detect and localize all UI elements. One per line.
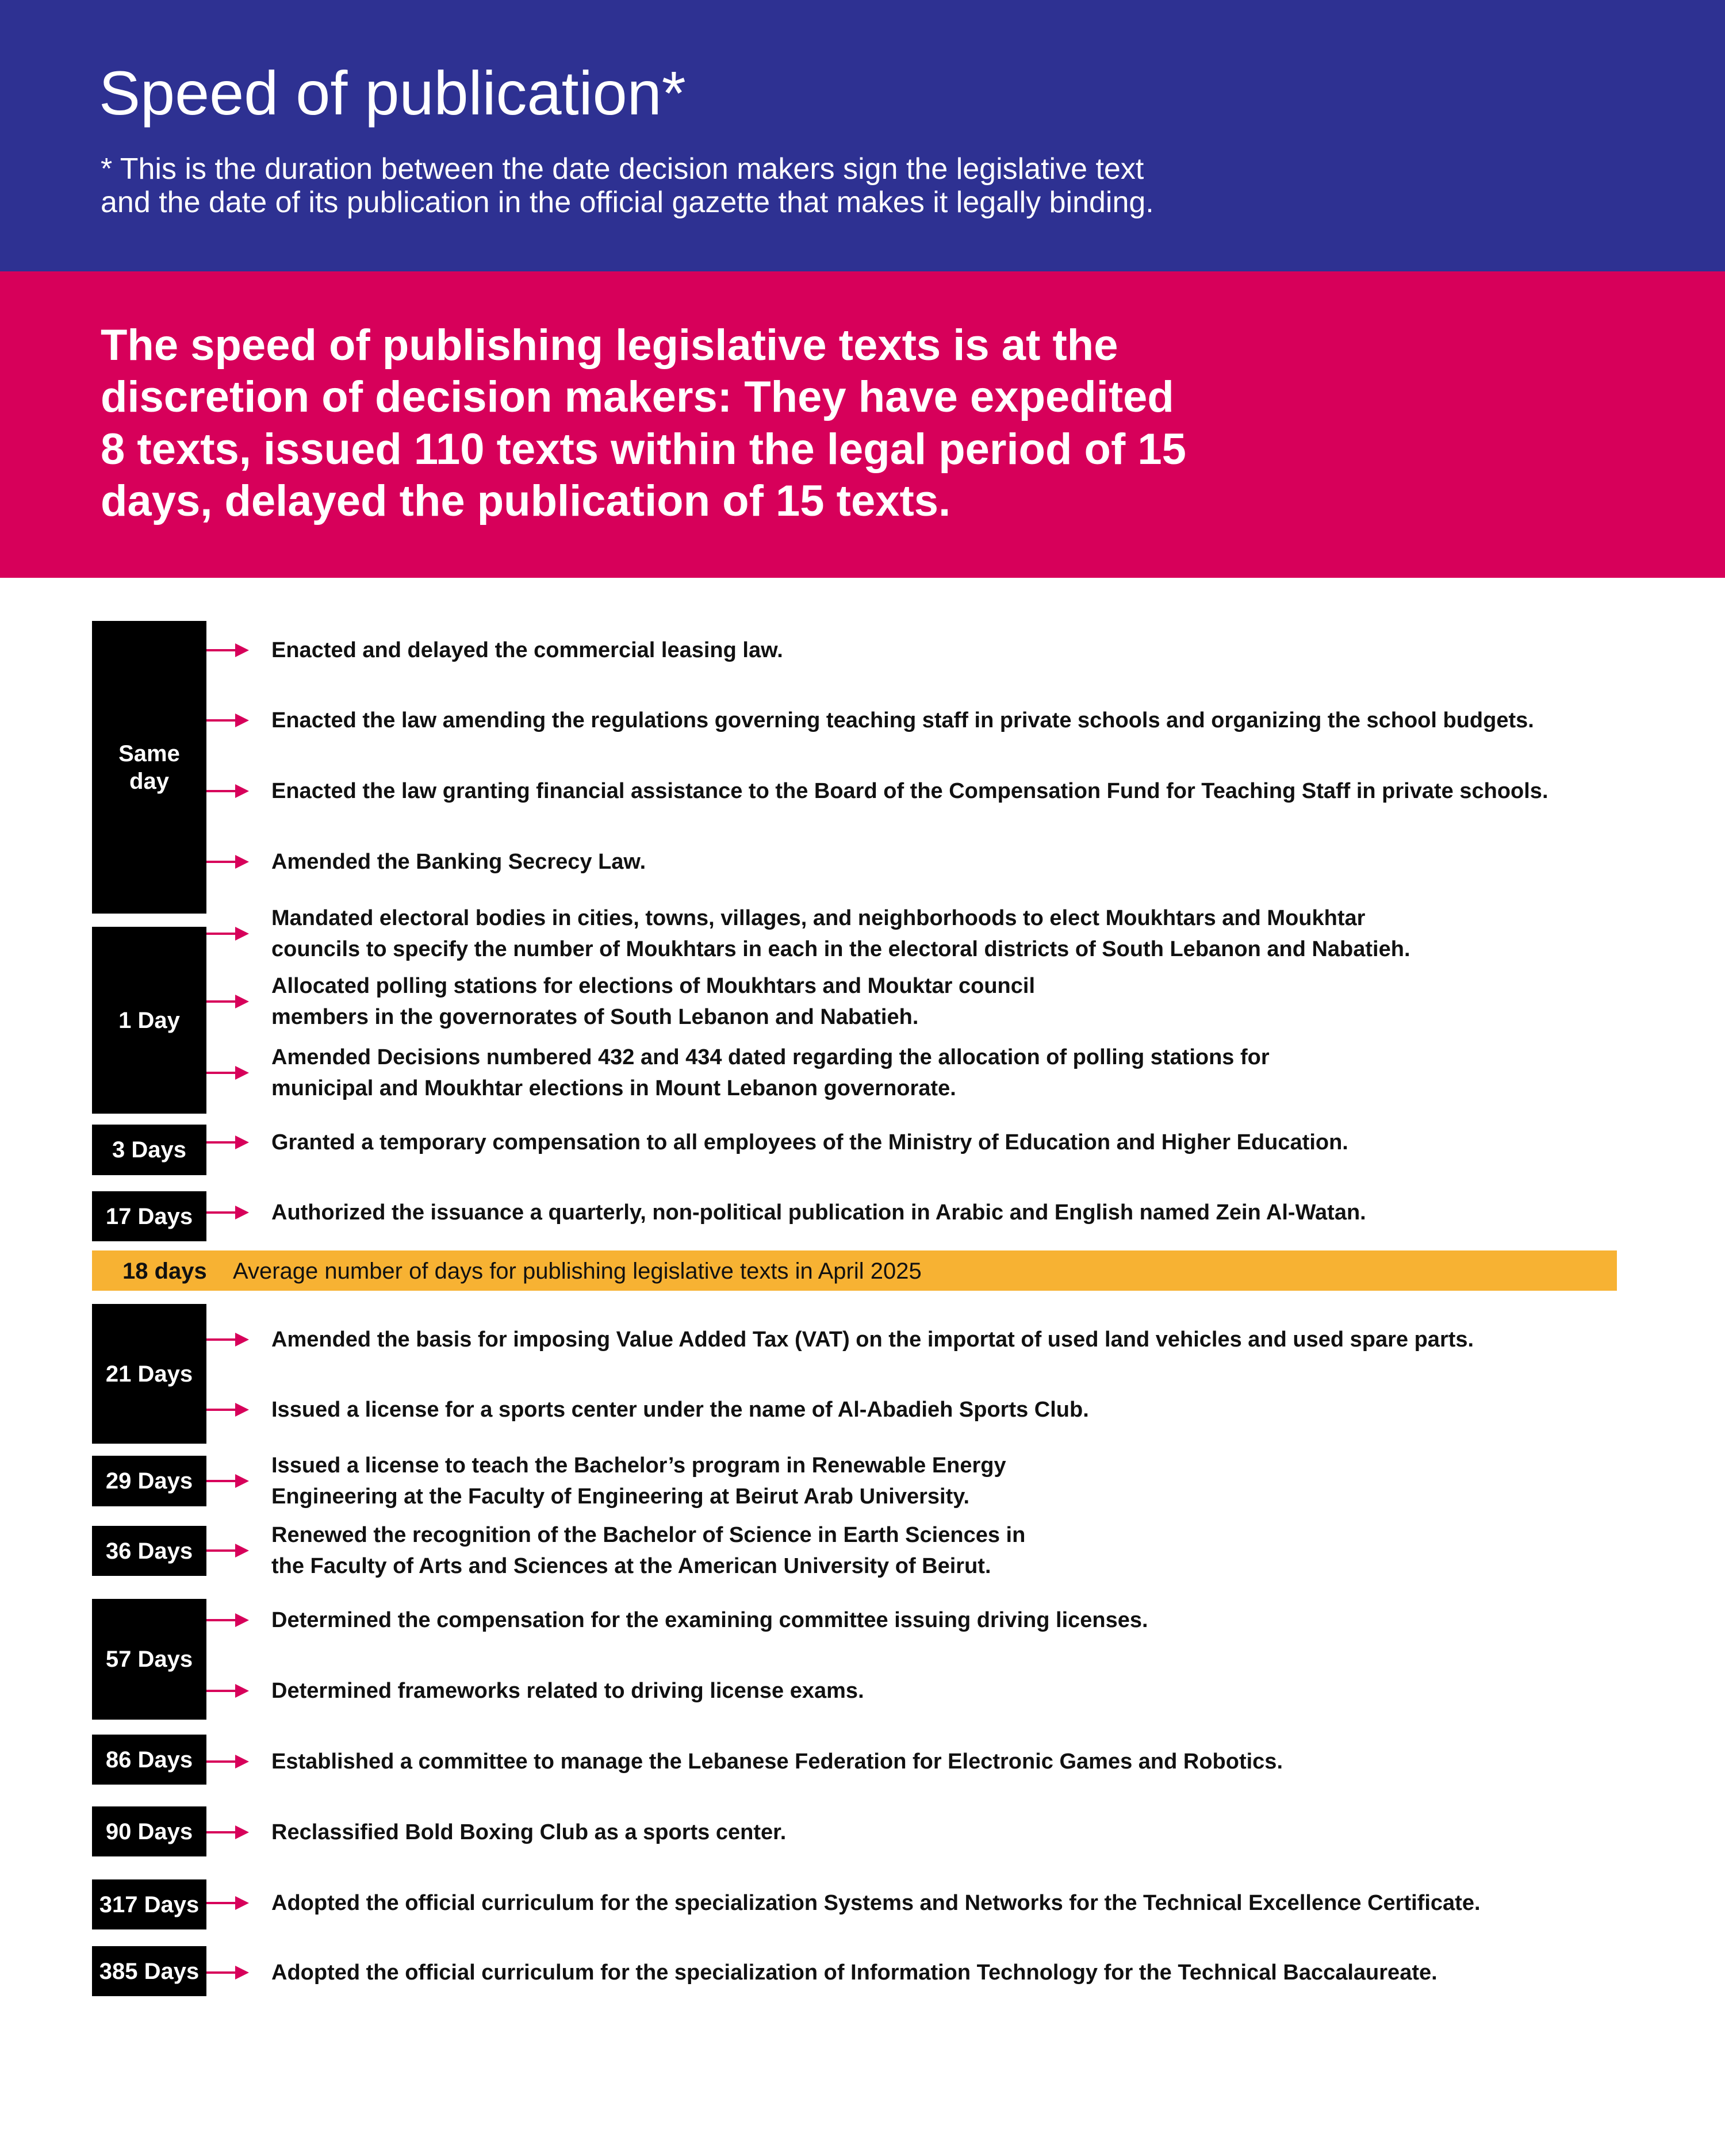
day-box	[92, 1456, 206, 1506]
day-label: 3 Days	[112, 1137, 186, 1163]
item-text: Allocated polling stations for elections of Moukhtars and Mouktar council	[271, 974, 1036, 998]
day-label: 90 Days	[105, 1819, 193, 1844]
page-title: Speed of publication*	[99, 58, 686, 128]
arrow-icon	[206, 927, 250, 941]
item-text: Authorized the issuance a quarterly, non-political publication in Arabic and English named Zein Al-Watan.	[271, 1200, 1366, 1225]
day-label: Same day	[118, 741, 180, 794]
arrow-icon	[206, 1825, 250, 1839]
arrow-icon	[206, 1403, 250, 1417]
item-text: Enacted and delayed the commercial leasing law.	[271, 638, 783, 662]
arrow-icon	[206, 784, 250, 798]
arrow-icon	[206, 1966, 250, 1979]
headline-line: days, delayed the publication of 15 texts.	[101, 477, 951, 525]
day-label: 385 Days	[99, 1958, 200, 1984]
arrow-icon	[206, 643, 250, 657]
item-text: Issued a license to teach the Bachelor’s program in Renewable Energy	[271, 1453, 1006, 1478]
item-text: Renewed the recognition of the Bachelor of Science in Earth Sciences in	[271, 1523, 1026, 1547]
arrow-icon	[206, 1613, 250, 1627]
item-text: members in the governorates of South Lebanon and Nabatieh.	[271, 1005, 919, 1029]
footnote-line: and the date of its publication in the official gazette that makes it legally binding.	[101, 186, 1154, 219]
day-box	[92, 1191, 206, 1241]
day-label: 36 Days	[105, 1538, 193, 1564]
item-text: Adopted the official curriculum for the specialization of Information Technology for the Technical Baccalaureate.	[271, 1961, 1438, 1985]
average-days: 18 days	[122, 1259, 207, 1284]
headline-banner	[0, 271, 1725, 578]
day-box	[92, 1125, 206, 1175]
day-box	[92, 1946, 206, 1996]
item-text: Mandated electoral bodies in cities, towns, villages, and neighborhoods to elect Moukhtars and Moukhtar	[271, 906, 1366, 930]
header	[0, 0, 1725, 271]
headline-line: discretion of decision makers: They have expedited	[101, 373, 1174, 421]
day-box	[92, 927, 206, 1114]
arrow-icon	[206, 1333, 250, 1346]
headline-line: 8 texts, issued 110 texts within the legal period of 15	[101, 425, 1186, 474]
arrow-icon	[206, 1066, 250, 1080]
arrow-icon	[206, 1474, 250, 1488]
day-box	[92, 1735, 206, 1785]
arrow-icon	[206, 1135, 250, 1149]
arrow-icon	[206, 1896, 250, 1910]
item-text: Amended the basis for imposing Value Added Tax (VAT) on the importat of used land vehicles and used spare parts.	[271, 1328, 1474, 1352]
arrow-icon	[206, 995, 250, 1008]
day-box	[92, 1599, 206, 1720]
day-label: 57 Days	[105, 1647, 193, 1672]
arrow-icon	[206, 1684, 250, 1698]
headline-line: The speed of publishing legislative texts is at the	[101, 321, 1118, 370]
item-text: Reclassified Bold Boxing Club as a sports center.	[271, 1820, 787, 1844]
item-text: Amended the Banking Secrecy Law.	[271, 850, 646, 874]
item-text: the Faculty of Arts and Sciences at the American University of Beirut.	[271, 1554, 991, 1578]
day-label: 1 Day	[118, 1007, 180, 1033]
day-label: 21 Days	[105, 1361, 193, 1387]
day-box	[92, 1806, 206, 1856]
arrow-icon	[206, 855, 250, 869]
item-text: municipal and Moukhtar elections in Mount Lebanon governorate.	[271, 1076, 956, 1100]
item-text: Adopted the official curriculum for the specialization Systems and Networks for the Technical Excellence Certificate.	[271, 1891, 1481, 1915]
arrow-icon	[206, 713, 250, 727]
average-bar	[92, 1250, 1617, 1291]
footnote-line: * This is the duration between the date decision makers sign the legislative text	[101, 152, 1144, 186]
day-label: 29 Days	[105, 1468, 193, 1494]
day-box	[92, 1879, 206, 1929]
day-box	[92, 1526, 206, 1576]
item-text: Engineering at the Faculty of Engineering at Beirut Arab University.	[271, 1484, 970, 1509]
item-text: Enacted the law granting financial assistance to the Board of the Compensation Fund for Teaching Staff in private schools.	[271, 779, 1548, 803]
arrow-icon	[206, 1544, 250, 1557]
item-text: Granted a temporary compensation to all employees of the Ministry of Education and Higher Education.	[271, 1130, 1348, 1154]
arrow-icon	[206, 1206, 250, 1219]
item-text: Established a committee to manage the Lebanese Federation for Electronic Games and Robotics.	[271, 1750, 1283, 1774]
arrow-icon	[206, 1755, 250, 1768]
item-text: Enacted the law amending the regulations governing teaching staff in private schools and organizing the school budgets.	[271, 708, 1534, 732]
item-text: councils to specify the number of Moukhtars in each in the electoral districts of South Lebanon and Nabatieh.	[271, 937, 1410, 961]
day-box	[92, 621, 206, 914]
average-text: Average number of days for publishing legislative texts in April 2025	[233, 1259, 922, 1284]
day-box	[92, 1304, 206, 1444]
day-label: 317 Days	[99, 1892, 200, 1917]
item-text: Issued a license for a sports center under the name of Al-Abadieh Sports Club.	[271, 1398, 1089, 1422]
item-text: Determined the compensation for the examining committee issuing driving licenses.	[271, 1608, 1148, 1632]
day-label: 86 Days	[105, 1747, 193, 1773]
item-text: Determined frameworks related to driving license exams.	[271, 1679, 864, 1703]
item-text: Amended Decisions numbered 432 and 434 dated regarding the allocation of polling stations for	[271, 1045, 1270, 1069]
day-label: 17 Days	[105, 1203, 193, 1229]
